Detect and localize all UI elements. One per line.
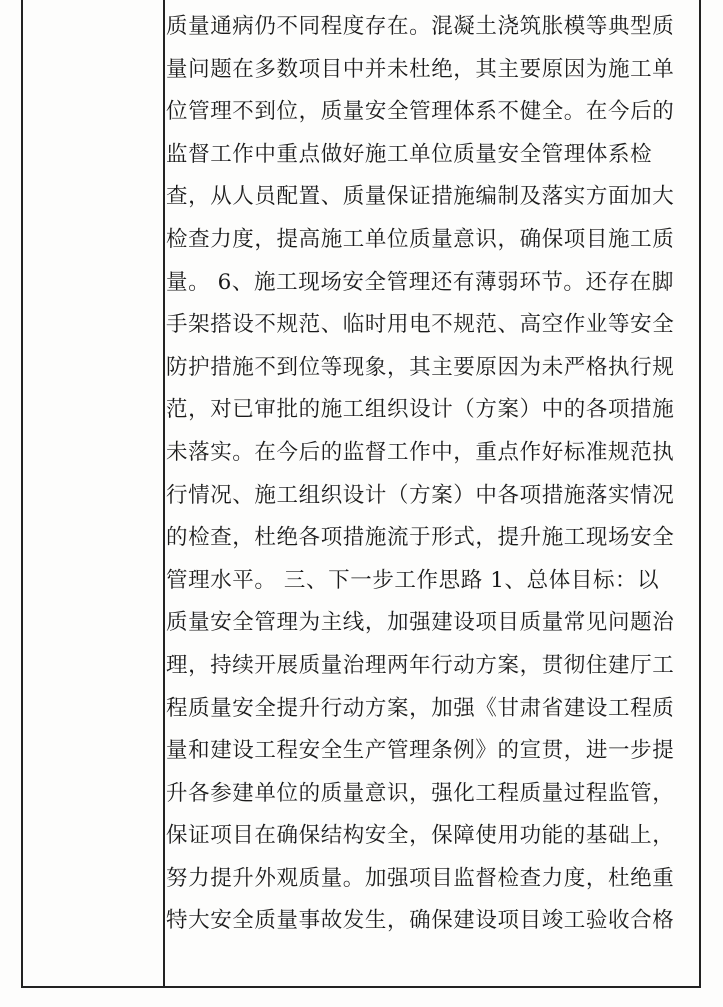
body-text-cell [166,6,688,943]
text-line: 监督工作中重点做好施工单位质量安全管理体系检 [166,141,653,167]
text-line: 努力提升外观质量。加强项目监督检查力度，杜绝重 [166,865,675,891]
text-line: 升各参建单位的质量意识，强化工程质量过程监管， [166,780,675,806]
text-line: 质量通病仍不同程度存在。混凝土浇筑胀模等典型质 [166,14,675,39]
text-line: 查，从人员配置、质量保证措施编制及落实方面加大 [166,184,675,210]
text-line: 手架搭设不规范、临时用电不规范、高空作业等安全 [166,312,675,338]
text-line: 量和建设工程安全生产管理条例》的宣贯，进一步提 [166,738,675,764]
text-line: 保证项目在确保结构安全，保障使用功能的基础上， [166,823,675,849]
text-line: 位管理不到位，质量安全管理体系不健全。在今后的 [166,99,675,125]
left-label-cell [23,0,165,986]
text-line: 质量安全管理为主线，加强建设项目质量常见问题治 [166,610,675,636]
text-line: 未落实。在今后的监督工作中，重点作好标准规范执 [166,439,675,465]
text-line: 检查力度，提高施工单位质量意识，确保项目施工质 [166,226,675,252]
text-line: 量问题在多数项目中并未杜绝，其主要原因为施工单 [166,56,675,82]
text-line: 理，持续开展质量治理两年行动方案，贯彻住建厅工 [166,652,675,678]
text-line: 的检查，杜绝各项措施流于形式，提升施工现场安全 [166,525,675,551]
text-line: 特大安全质量事故发生，确保建设项目竣工验收合格 [166,908,675,934]
text-line: 防护措施不到位等现象，其主要原因为未严格执行规 [166,354,675,380]
text-line: 范，对已审批的施工组织设计（方案）中的各项措施 [166,397,675,423]
text-line: 行情况、施工组织设计（方案）中各项措施落实情况 [166,482,675,508]
text-line: 管理水平。 三、下一步工作思路 1、总体目标：以 [166,567,660,593]
text-line: 量。 6、施工现场安全管理还有薄弱环节。还存在脚 [166,269,674,295]
text-line: 程质量安全提升行动方案，加强《甘肃省建设工程质 [166,695,675,721]
